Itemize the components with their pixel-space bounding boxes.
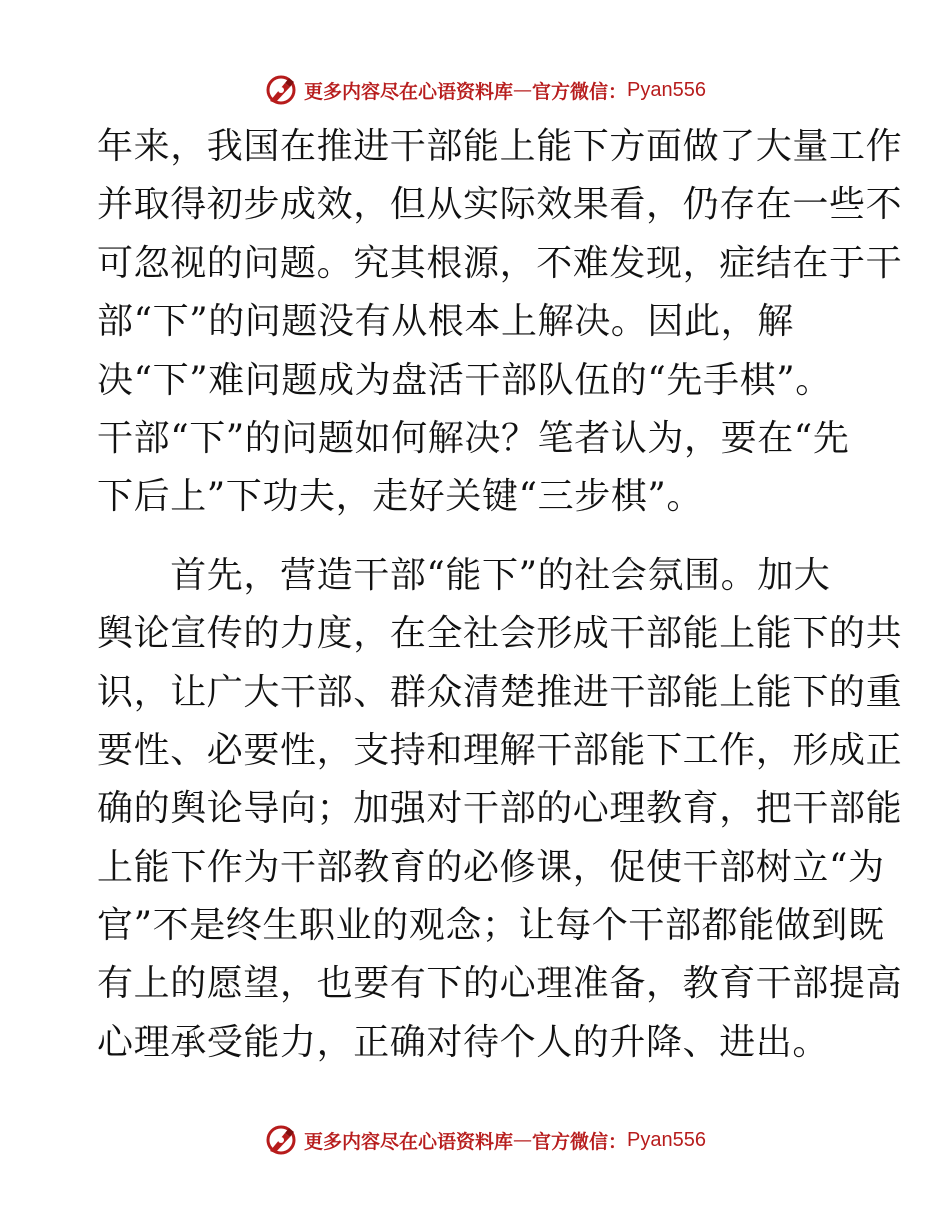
pen-logo-icon (264, 1123, 298, 1157)
paragraph-1 (97, 118, 903, 527)
text-line: 要性、必要性，支持和理解干部能下工作，形成正 (97, 729, 903, 771)
banner-wechat-label: 官方微信： (532, 1130, 628, 1153)
banner-title: 更多内容尽在心语资料库 (304, 1130, 514, 1153)
text-line: 上能下作为干部教育的必修课，促使干部树立“为 (97, 846, 885, 888)
pen-logo-icon (264, 73, 298, 107)
footer-banner (0, 1120, 950, 1160)
text-line: 舆论宣传的力度，在全社会形成干部能上能下的共 (97, 613, 903, 655)
text-line: 并取得初步成效，但从实际效果看，仍存在一些不 (97, 184, 903, 226)
text-line: 年来，我国在推进干部能上能下方面做了大量工作 (97, 126, 903, 167)
text-line: 部“下”的问题没有从根本上解决。因此，解 (97, 301, 794, 343)
banner-wechat-label: 官方微信： (532, 80, 628, 103)
text-line: 官”不是终生职业的观念；让每个干部都能做到既 (97, 905, 885, 947)
banner-dash: — (513, 1129, 533, 1151)
banner-wechat-id: Pyan556 (627, 1128, 706, 1151)
banner-dash: — (513, 79, 533, 101)
banner-wechat-id: Pyan556 (627, 78, 706, 101)
text-line: 心理承受能力，正确对待个人的升降、进出。 (97, 1021, 830, 1063)
header-banner (0, 70, 950, 110)
banner-title: 更多内容尽在心语资料库 (304, 80, 514, 103)
paragraph-2 (97, 547, 903, 1131)
text-line: 有上的愿望，也要有下的心理准备，教育干部提高 (97, 963, 903, 1005)
footer-banner-content (264, 1123, 706, 1157)
text-line: 干部“下”的问题如何解决？笔者认为，要在“先 (97, 417, 850, 459)
header-banner-content (264, 73, 706, 107)
text-line: 下后上”下功夫，走好关键“三步棋”。 (97, 476, 704, 518)
text-line: 识，让广大干部、群众清楚推进干部能上能下的重 (97, 671, 903, 713)
text-line: 决“下”难问题成为盘活干部队伍的“先手棋”。 (97, 359, 832, 401)
text-line: 首先，营造干部“能下”的社会氛围。加大 (97, 554, 831, 596)
text-line: 确的舆论导向；加强对干部的心理教育，把干部能 (97, 788, 903, 830)
text-line: 可忽视的问题。究其根源，不难发现，症结在于干 (97, 242, 903, 284)
document-body (97, 118, 903, 1131)
paragraph-gap (97, 527, 857, 547)
